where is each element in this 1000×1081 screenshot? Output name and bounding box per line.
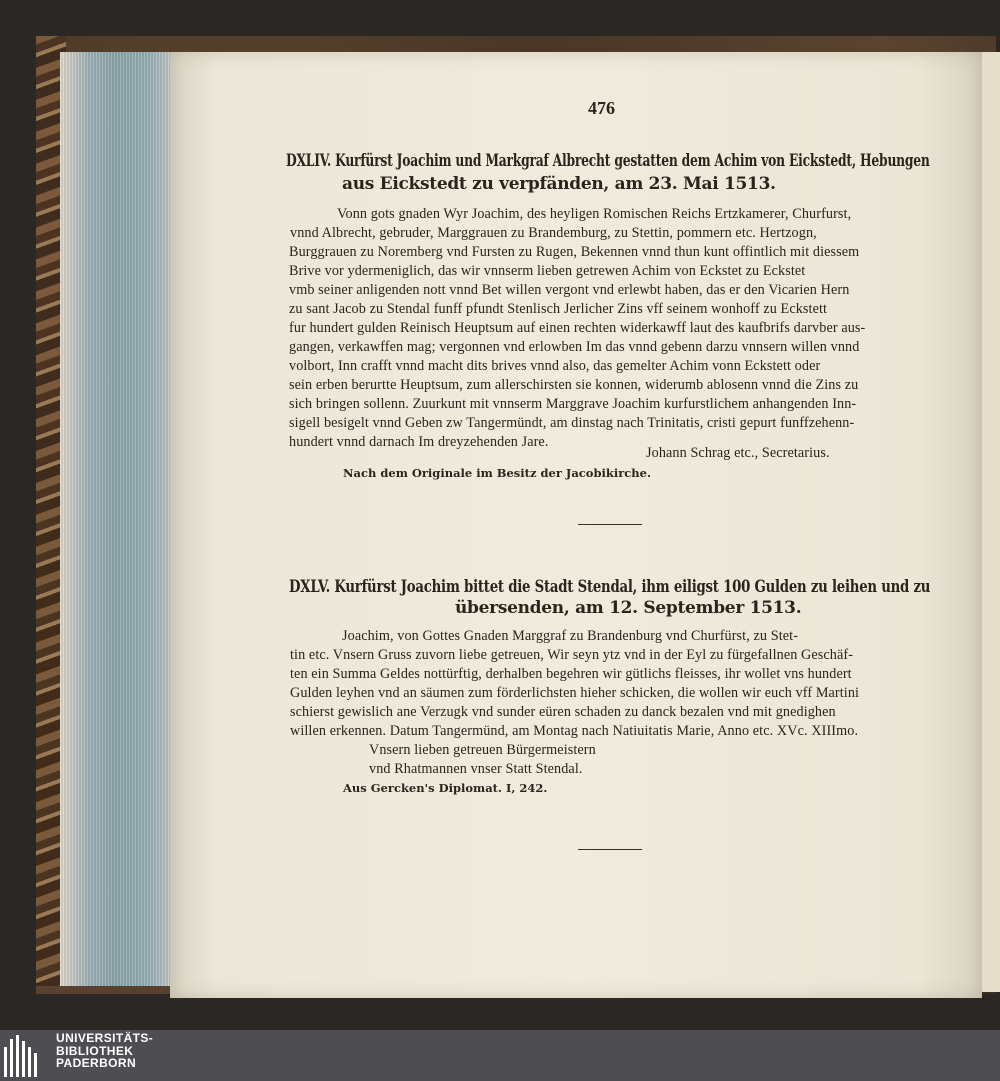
- library-name-line: UNIVERSITÄTS-: [56, 1031, 154, 1045]
- doc2-line: tin etc. Vnsern Gruss zuvorn liebe getreuen, Wir seyn ytz vnd in der Eyl zu fürgefallnen Geschäf-: [290, 647, 854, 663]
- doc2-heading-line-1: DXLV. Kurfürst Joachim bittet die Stadt Stendal, ihm eiligst 100 Gulden zu leihen und zu: [289, 577, 931, 597]
- university-library-logo-icon: [2, 1033, 50, 1079]
- doc2-address-line: vnd Rhatmannen vnser Statt Stendal.: [369, 761, 583, 777]
- doc1-line: vnnd Albrecht, gebruder, Marggrauen zu Brandemburg, zu Stettin, pommern etc. Hertzogn,: [290, 225, 817, 241]
- doc1-line: volbort, Inn crafft vnnd macht dits brives vnnd also, das gemelter Achim vonn Eckstett oder: [289, 358, 821, 374]
- doc1-line: vmb seiner anligenden nott vnnd Bet willen vergont vnd erlewbt haben, das er den Vicarien Hern: [289, 282, 850, 298]
- doc2-line: willen erkennen. Datum Tangermünd, am Montag nach Natiuitatis Marie, Anno etc. XVc. XIIImo.: [290, 723, 859, 739]
- doc1-line: hundert vnnd darnach Im dreyzehenden Jare.: [289, 434, 549, 450]
- doc1-line: fur hundert gulden Reinisch Heuptsum auf einen rechten widerkawff laut des kaufbrifs darvber aus-: [289, 320, 866, 336]
- library-name: [56, 1032, 153, 1070]
- library-name-line: PADERBORN: [56, 1056, 137, 1071]
- doc1-line: Vonn gots gnaden Wyr Joachim, des heyligen Romischen Reichs Ertzkamerer, Churfurst,: [337, 206, 852, 222]
- library-name-line: BIBLIOTHEK: [56, 1043, 134, 1058]
- doc1-signature: Johann Schrag etc., Secretarius.: [646, 445, 830, 461]
- doc2-address-line: Vnsern lieben getreuen Bürgermeistern: [369, 742, 596, 758]
- doc1-heading-line-2: aus Eickstedt zu verpfänden, am 23. Mai 1513.: [342, 174, 776, 194]
- doc2-line: schierst gewislich ane Verzugk vnd sunder eüren schaden zu danck bezalen vnd mit gnedighen: [290, 704, 836, 720]
- doc1-heading-line-1: DXLIV. Kurfürst Joachim und Markgraf Albrecht gestatten dem Achim von Eickstedt, Hebungen: [286, 151, 930, 171]
- section-divider: [578, 524, 642, 525]
- doc1-line: sich bringen sollenn. Zuurkunt mit vnnserm Marggrave Joachim kurfurstlichem anhangenden Inn-: [289, 396, 857, 412]
- doc2-line: Gulden leyhen vnd an säumen zum förderlichsten hieher schicken, die wollen wir euch vff Martini: [290, 685, 860, 701]
- doc1-line: gangen, verkawffen mag; vergonnen vnd erlowben Im das vnnd gebenn darzu vnnsern willen vnnd: [289, 339, 860, 355]
- section-divider: [578, 849, 642, 850]
- page-number: 476: [588, 98, 615, 118]
- doc1-line: sein erben berurtte Heuptsum, zum allerschirsten sie konnen, widerumb ablosenn vnnd die Zins zu: [289, 377, 859, 393]
- next-page-edge: [982, 52, 1000, 992]
- doc2-line: Joachim, von Gottes Gnaden Marggraf zu Brandenburg vnd Churfürst, zu Stet-: [342, 628, 799, 644]
- doc2-line: ten ein Summa Geldes nottürftig, derhalben begehren wir gütlichs fleisses, ihr wollet vns hundert: [290, 666, 852, 682]
- doc2-source-note: Aus Gercken's Diplomat. I, 242.: [343, 781, 548, 795]
- doc1-line: zu sant Jacob zu Stendal funff pfundt Stenlisch Jerlicher Zins vff seinem wonhoff zu Eckstett: [289, 301, 828, 317]
- doc1-source-note: Nach dem Originale im Besitz der Jacobikirche.: [343, 466, 651, 480]
- doc2-heading-line-2: übersenden, am 12. September 1513.: [455, 598, 802, 618]
- doc1-line: sigell besigelt vnnd Geben zw Tangermündt, am dinstag nach Trinitatis, cristi gepurt funffzehenn-: [289, 415, 855, 431]
- doc1-line: Brive vor ydermeniglich, das wir vnnserm lieben getrewen Achim von Eckstet zu Eckstet: [289, 263, 806, 279]
- doc1-line: Burggrauen zu Noremberg vnd Fursten zu Rugen, Bekennen vnnd thun kunt offintlich mit diessem: [289, 244, 860, 260]
